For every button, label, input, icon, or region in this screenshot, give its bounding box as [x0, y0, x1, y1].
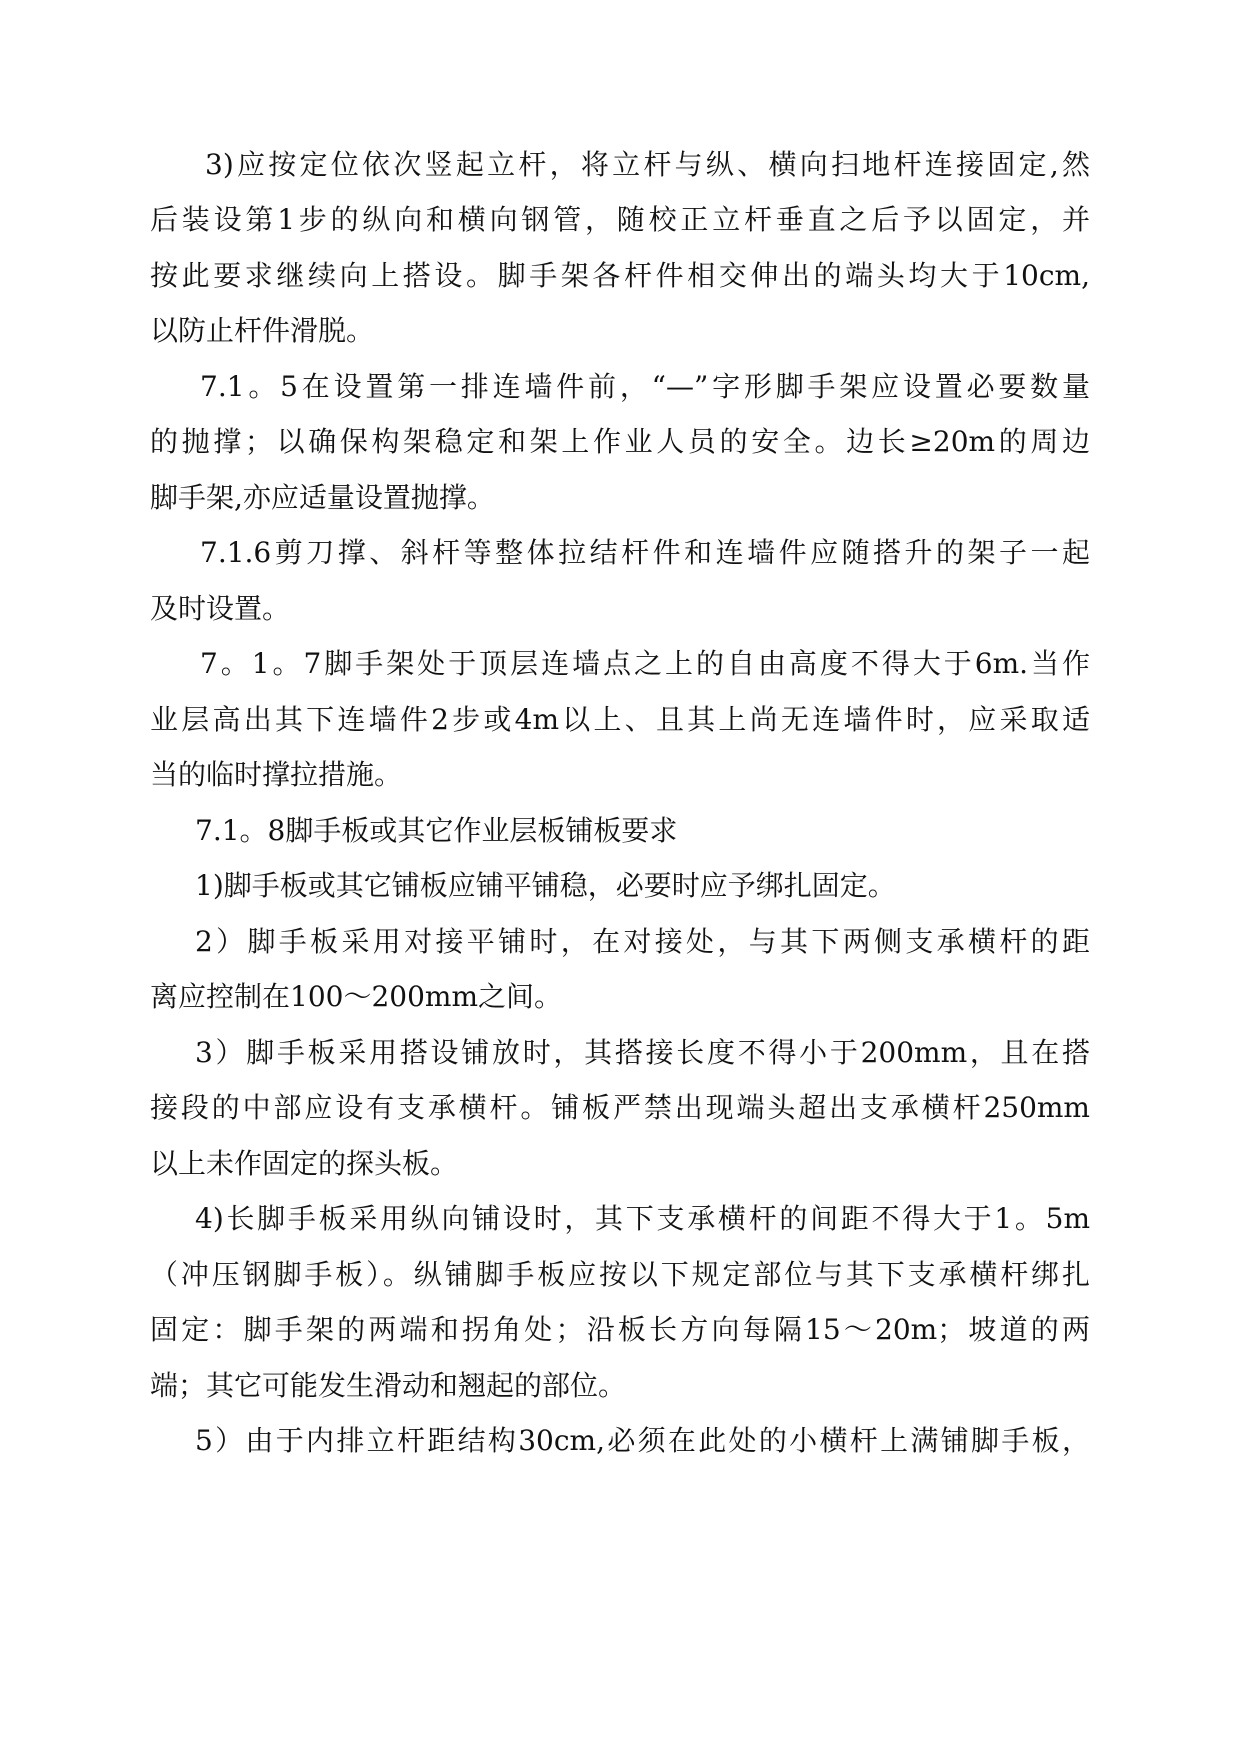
- paragraph-line: 的抛撑；以确保构架稳定和架上作业人员的安全。边长≥20m的周边: [150, 425, 1090, 458]
- paragraph-line: 7.1.6剪刀撑、斜杆等整体拉结杆件和连墙件应随搭升的架子一起: [200, 536, 1090, 569]
- paragraph-line: 以防止杆件滑脱。: [150, 314, 375, 347]
- paragraph-line: 离应控制在100～200mm之间。: [150, 980, 562, 1013]
- paragraph-line: 当的临时撑拉措施。: [150, 758, 403, 791]
- paragraph-line: 1)脚手板或其它铺板应铺平铺稳，必要时应予绑扎固定。: [195, 869, 896, 902]
- paragraph-line: 2）脚手板采用对接平铺时，在对接处，与其下两侧支承横杆的距: [195, 925, 1090, 958]
- paragraph-line: 4)长脚手板采用纵向铺设时，其下支承横杆的间距不得大于1。5m: [195, 1202, 1090, 1235]
- paragraph-line: 及时设置。: [150, 592, 291, 625]
- paragraph-line: 脚手架,亦应适量设置抛撑。: [150, 481, 495, 514]
- paragraph-line: 以上未作固定的探头板。: [150, 1147, 459, 1180]
- paragraph-line: 端；其它可能发生滑动和翘起的部位。: [150, 1369, 627, 1402]
- paragraph-line: 3）脚手板采用搭设铺放时，其搭接长度不得小于200mm，且在搭: [195, 1036, 1090, 1069]
- paragraph-line: 3)应按定位依次竖起立杆，将立杆与纵、横向扫地杆连接固定,然: [205, 148, 1090, 181]
- paragraph-line: 业层高出其下连墙件2步或4m以上、且其上尚无连墙件时，应采取适: [150, 703, 1090, 736]
- paragraph-line: （冲压钢脚手板）。纵铺脚手板应按以下规定部位与其下支承横杆绑扎: [150, 1258, 1090, 1291]
- section-heading: 7.1。8脚手板或其它作业层板铺板要求: [195, 814, 678, 847]
- paragraph-line: 接段的中部应设有支承横杆。铺板严禁出现端头超出支承横杆250mm: [150, 1091, 1090, 1124]
- paragraph-line: 按此要求继续向上搭设。脚手架各杆件相交伸出的端头均大于10cm,: [150, 259, 1090, 292]
- paragraph-line: 5）由于内排立杆距结构30cm,必须在此处的小横杆上满铺脚手板，: [195, 1424, 1090, 1457]
- paragraph-line: 7。1。7脚手架处于顶层连墙点之上的自由高度不得大于6m.当作: [200, 647, 1090, 680]
- paragraph-line: 后装设第1步的纵向和横向钢管，随校正立杆垂直之后予以固定，并: [150, 203, 1090, 236]
- paragraph-line: 固定：脚手架的两端和拐角处；沿板长方向每隔15～20m；坡道的两: [150, 1313, 1090, 1346]
- paragraph-line: 7.1。5在设置第一排连墙件前，“—”字形脚手架应设置必要数量: [200, 370, 1090, 403]
